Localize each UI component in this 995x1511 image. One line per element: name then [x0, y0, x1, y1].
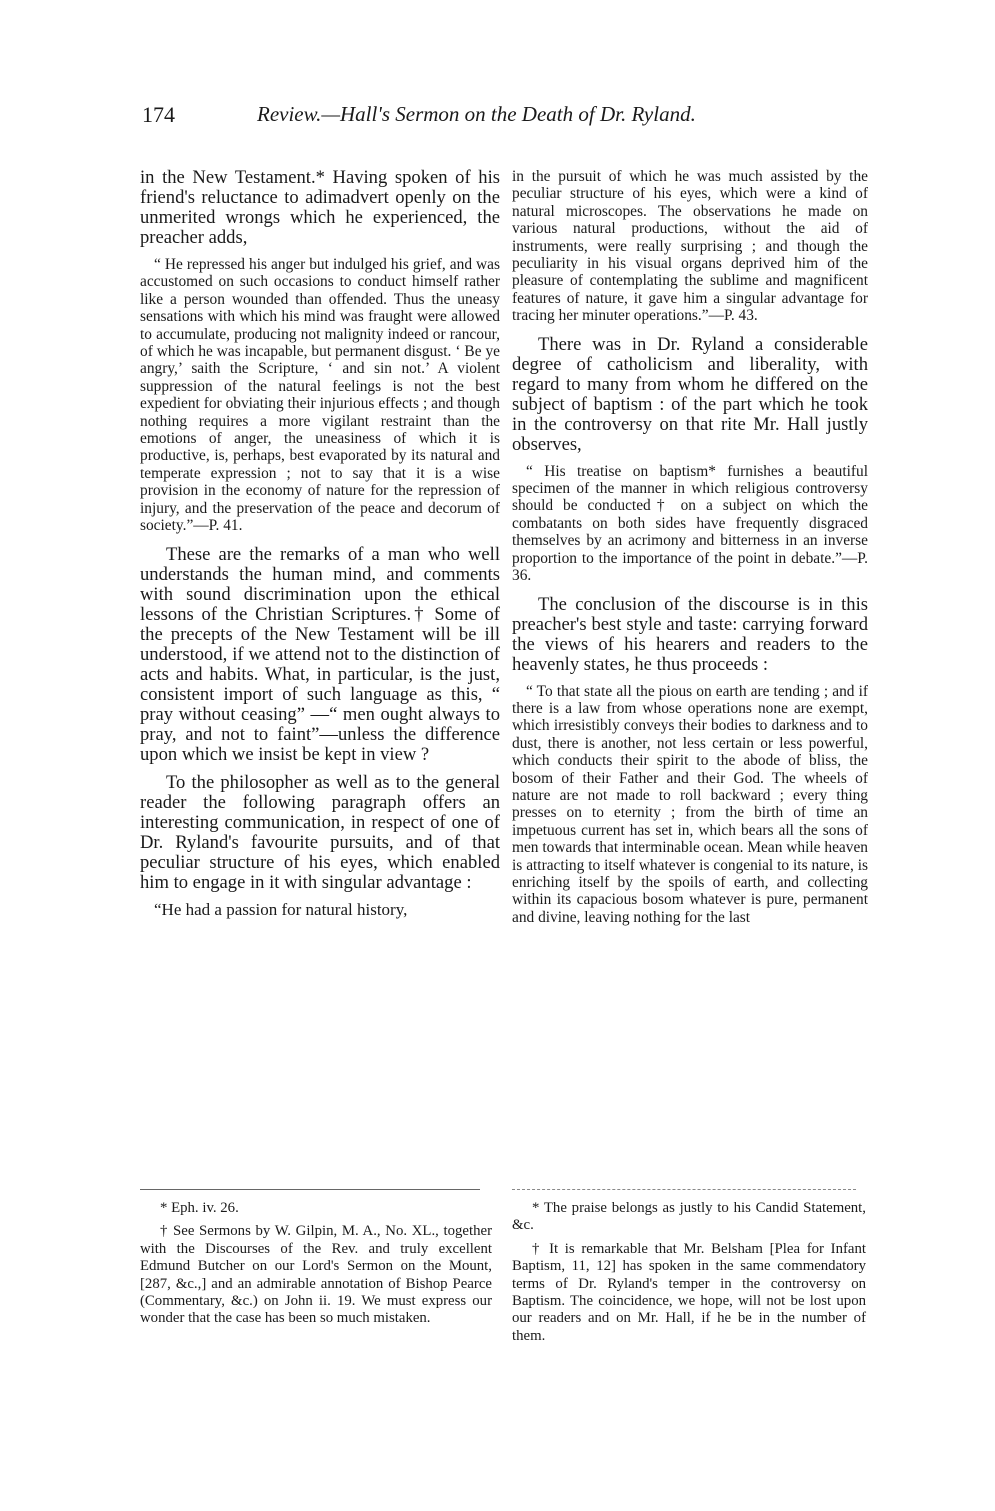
- footnotes-right: [512, 1200, 866, 1351]
- footnote-divider: [512, 1189, 856, 1190]
- block-quote-continued: in the pursuit of which he was much assisted by the peculiar structure of his eyes, which were a kind of natural microscopes. The observations he made on various natural productions, without the aid of instruments, were really surprising ; and though the peculiarity in his visual organs deprived him of the pleasure of contemplating the sublime and magnificent features of nature, it gave him a singular advantage for tracing her minuter operations.”—P. 43.: [512, 168, 868, 325]
- paragraph: The conclusion of the discourse is in this preacher's best style and taste: carrying forward the views of his hearers and readers to the heavenly states, he thus proceeds :: [512, 593, 868, 675]
- paragraph: in the New Testament.* Having spoken of his friend's reluctance to adimadvert openly on the unmerited wrongs which he experienced, the preacher adds,: [140, 167, 500, 248]
- running-title: Review.—Hall's Sermon on the Death of Dr. Ryland.: [257, 102, 696, 126]
- left-column: [140, 168, 500, 928]
- running-header: [142, 100, 852, 134]
- paragraph: To the philosopher as well as to the general reader the following paragraph offers an interesting communication, in respect of one of Dr. Ryland's favourite pursuits, and of that peculiar structure of his eyes, which enabled him to engage in it with singular advantage :: [140, 771, 500, 893]
- block-quote: “ To that state all the pious on earth are tending ; and if there is a law from whose operations none are exempt, which irresistibly conveys their bodies to darkness and to dust, there is another, not less certain or less powerful, which conducts their spirit to the abode of bliss, the bosom of their Father and their God. The wheels of nature are not made to roll backward ; every thing presses on to eternity ; from the birth of time an impetuous current has set in, which bears all the sons of men towards that interminable ocean. Mean while heaven is attracting to itself whatever is congenial to its nature, is enriching itself by the spoils of earth, and collecting within its capacious bosom whatever is pure, permanent and divine, leaving nothing for the last: [512, 682, 868, 926]
- page-number: 174: [142, 102, 175, 127]
- block-quote-start: “He had a passion for natural history,: [154, 899, 408, 919]
- footnote: * Eph. iv. 26.: [160, 1200, 239, 1216]
- paragraph: There was in Dr. Ryland a considerable degree of catholicism and liberality, with regard to many from whom he differed on the subject of baptism : of the part which he took in the controversy on that rite Mr. Hall justly observes,: [512, 333, 868, 455]
- footnote-divider: [140, 1189, 480, 1190]
- block-quote: “ He repressed his anger but indulged his grief, and was accustomed on such occasions to conduct himself rather like a person wounded than offended. Thus the uneasy sensations with which his mind was fraught were allowed to accumulate, producing not malignity indeed or rancour, of which he was incapable, but permanent disgust. ‘ Be ye angry,’ saith the Scripture, ‘ and sin not.’ A violent suppression of the natural feelings is not the best expedient for obviating their injurious effects ; and though nothing requires a more vigilant restraint than the emotions of anger, the uneasiness of which it is productive, is, perhaps, best evaporated by its natural and temperate expression ; not to say that it is a wise provision in the economy of nature for the repression of injury, and the preservation of the peace and decorum of society.”—P. 41.: [140, 256, 500, 535]
- footnote: † See Sermons by W. Gilpin, M. A., No. XL., together with the Discourses of the Rev. and truly excellent Edmund Butcher on our Lord's Sermon on the Mount, [287, &c.,] and an admirable annotation of Bishop Pearce (Commentary, &c.) on John ii. 19. We must express our wonder that the case has been so much mistaken.: [140, 1223, 492, 1327]
- footnotes-left: [140, 1200, 492, 1334]
- footnote: † It is remarkable that Mr. Belsham [Plea for Infant Baptism, 11, 12] has spoken in the same commendatory terms of Dr. Ryland's temper in the controversy on Baptism. The coincidence, we hope, will not be lost upon our readers and on Mr. Hall, if he be in the number of them.: [512, 1240, 866, 1344]
- paragraph: These are the remarks of a man who well understands the human mind, and comments with sound discrimination upon the ethical lessons of the Christian Scriptures.† Some of the precepts of the New Testament will be ill understood, if we attend not to the distinction of acts and habits. What, in particular, is the just, consistent import of such language as this, “ pray without ceasing” —“ men ought always to pray, and not to faint”—unless the difference upon which we insist be kept in view ?: [140, 543, 500, 765]
- footnote: * The praise belongs as justly to his Candid Statement, &c.: [512, 1200, 866, 1234]
- right-column: [512, 168, 868, 936]
- block-quote: “ His treatise on baptism* furnishes a beautiful specimen of the manner in which religious controversy should be conducted† on a subject on which the combatants on both sides have frequently disgraced themselves by an acrimony and bitterness in an inverse proportion to the importance of the point in debate.”—P. 36.: [512, 462, 868, 585]
